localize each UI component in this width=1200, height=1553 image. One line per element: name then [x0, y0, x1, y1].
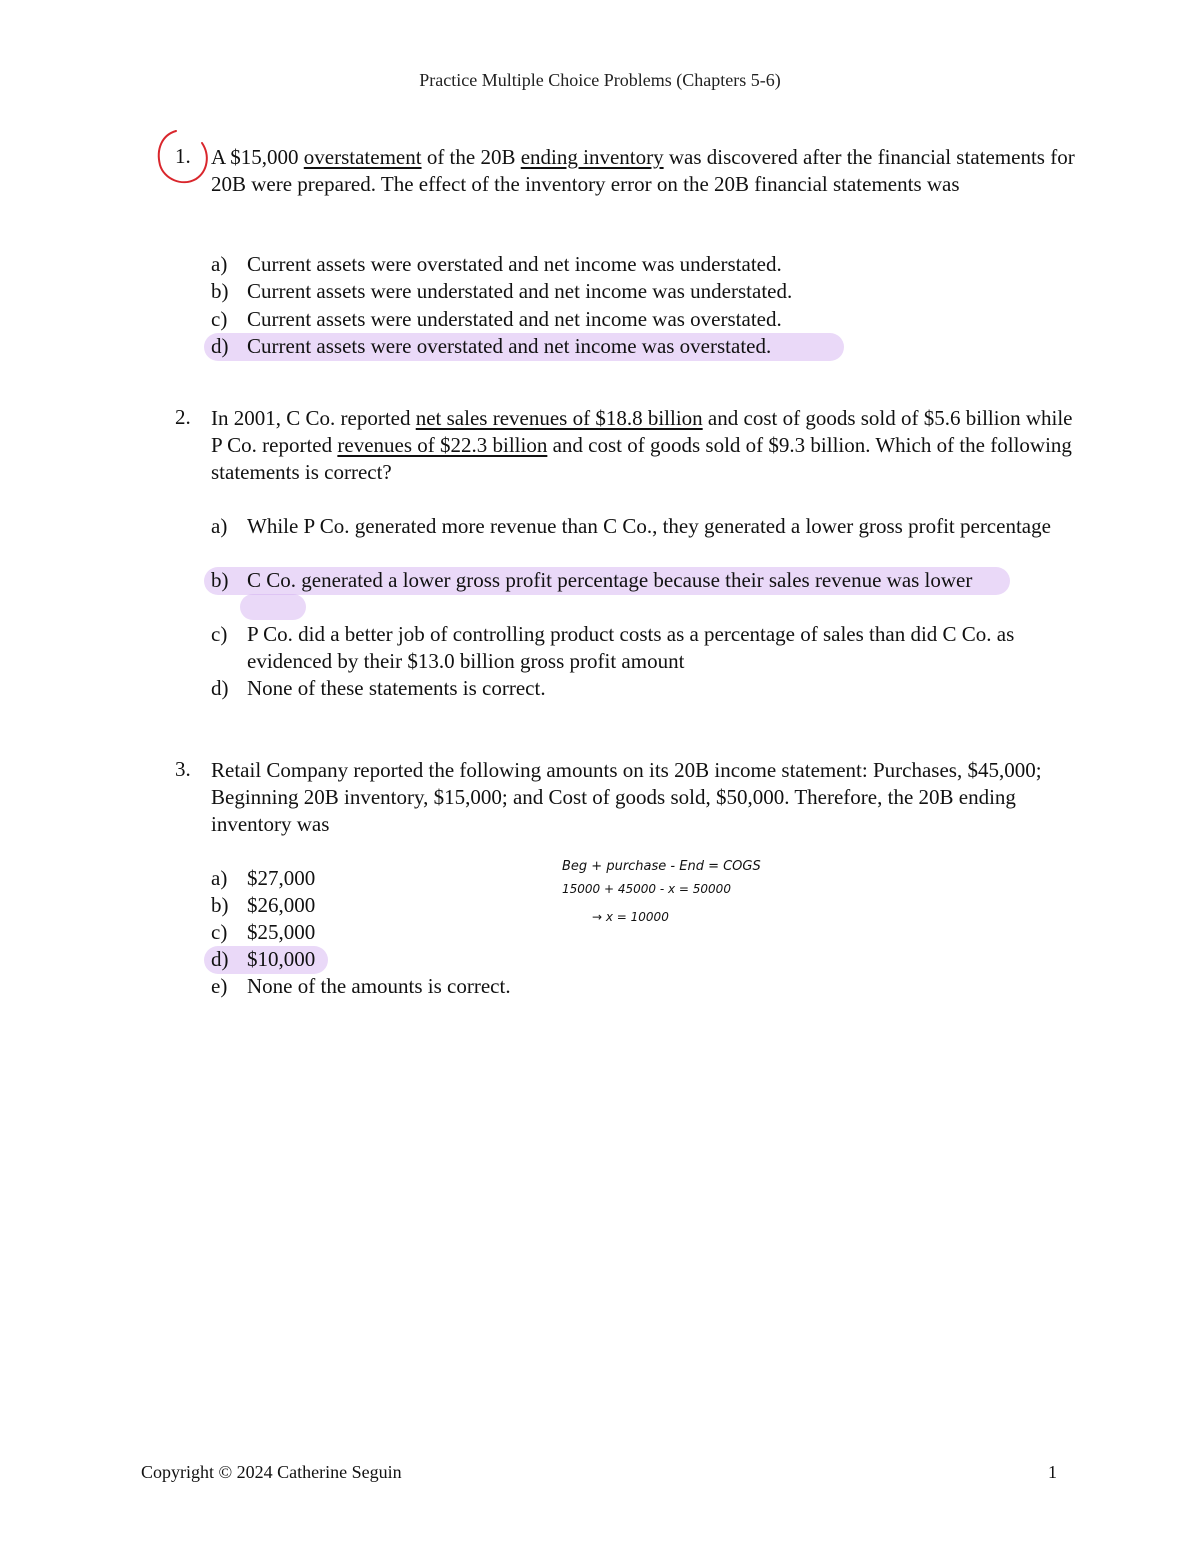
option-text: Current assets were overstated and net income was overstated.: [247, 334, 772, 358]
text-segment: and cost of goods sold of $5.6 billion while P Co. reported: [211, 406, 1073, 457]
underlined-text: revenues of $22.3 billion: [337, 433, 548, 457]
option-letter: e): [211, 974, 228, 998]
option-text: None of the amounts is correct.: [247, 974, 511, 998]
underlined-text: net sales revenues of $18.8 billion: [415, 406, 703, 430]
text-segment: and cost of goods sold of $9.3 billion. Which of the following statements is correct?: [211, 433, 1072, 484]
underlined-text: overstatement: [303, 145, 422, 169]
option-text: $26,000: [247, 893, 316, 917]
option-letter: c): [211, 307, 228, 331]
option-text: Current assets were overstated and net income was understated.: [247, 252, 782, 276]
option-letter: b): [211, 568, 229, 592]
option-letter: a): [211, 252, 228, 276]
question-number: 2.: [175, 405, 191, 429]
handwritten-line: 15000 + 45000 - x = 50000: [562, 882, 731, 896]
option-letter: a): [211, 514, 228, 538]
option-text: C Co. generated a lower gross profit percentage because their sales revenue was lower: [247, 568, 973, 592]
page-header: Practice Multiple Choice Problems (Chapters 5-6): [419, 70, 781, 90]
footer-copyright: Copyright © 2024 Catherine Seguin: [141, 1462, 402, 1482]
option-text: While P Co. generated more revenue than C Co., they generated a lower gross profit percentage: [247, 514, 1051, 538]
option-letter: d): [211, 334, 229, 358]
option-text: Current assets were understated and net income was overstated.: [247, 307, 782, 331]
option-text: P Co. did a better job of controlling product costs as a percentage of sales than did C Co. as evidenced by their $13.0 billion gross profit amount: [247, 622, 1015, 673]
option-letter: c): [211, 920, 228, 944]
handwritten-line: → x = 10000: [592, 910, 669, 924]
option-letter: d): [211, 947, 229, 971]
option-letter: c): [211, 622, 228, 646]
handwritten-line: Beg + purchase - End = COGS: [562, 859, 761, 874]
option-text: $10,000: [247, 947, 316, 971]
option-letter: a): [211, 866, 228, 890]
text-segment: was discovered after the financial statements for 20B were prepared. The effect of the inventory error on the 20B financial statements was: [211, 145, 1075, 196]
handwritten-note: [556, 850, 796, 934]
option-text: $25,000: [247, 920, 316, 944]
text-segment: In 2001, C Co. reported: [211, 406, 416, 430]
page-number: 1: [1048, 1462, 1057, 1482]
question-text: [211, 144, 1081, 198]
option-text: $27,000: [247, 866, 316, 890]
text-segment: of the 20B: [421, 145, 521, 169]
option-text: Current assets were understated and net income was understated.: [247, 279, 793, 303]
answer-highlight: [240, 594, 306, 620]
question-text: Retail Company reported the following amounts on its 20B income statement: Purchases, $45,000; Beginning 20B inventory, $15,000; and Cost of goods sold, $50,000. Therefore, the 20B ending inventory was: [211, 758, 1042, 836]
option-letter: d): [211, 676, 229, 700]
option-text: None of these statements is correct.: [247, 676, 546, 700]
question-number: 1.: [175, 144, 191, 168]
underlined-text: ending inventory: [520, 145, 664, 169]
text-segment: A $15,000: [211, 145, 304, 169]
option-letter: b): [211, 279, 229, 303]
option-letter: b): [211, 893, 229, 917]
question-text: [211, 405, 1081, 486]
question-number: 3.: [175, 757, 191, 781]
